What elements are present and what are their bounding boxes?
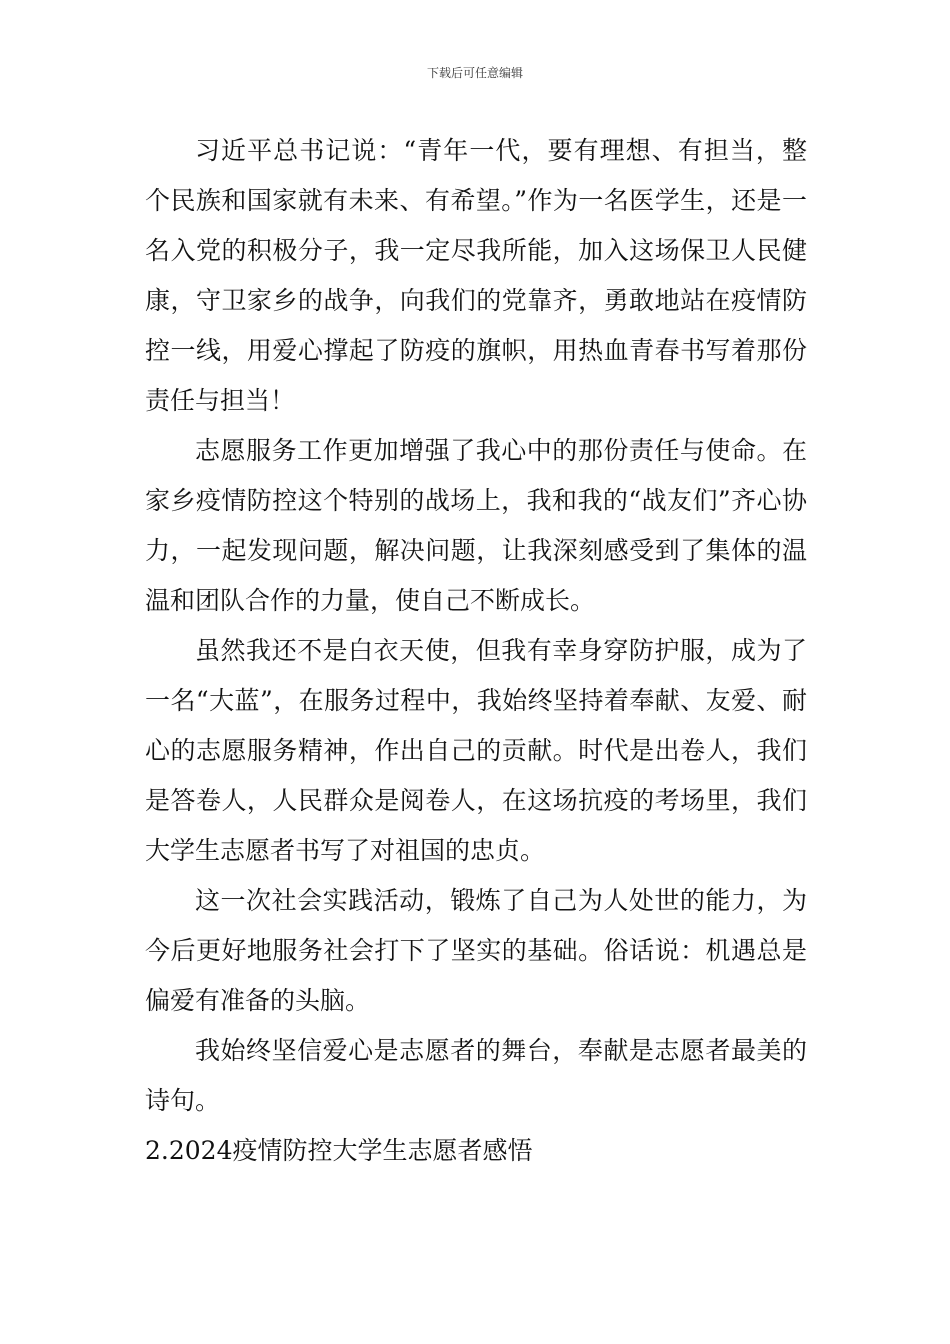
paragraph-3: 虽然我还不是白衣天使，但我有幸身穿防护服，成为了一名“大蓝”，在服务过程中，我始终坚持着奉献、友爱、耐心的志愿服务精神，作出自己的贡献。时代是出卷人，我们是答卷人，人民群众是阅卷人，在这场抗疫的考场里，我们大学生志愿者书写了对祖国的忠贞。	[145, 636, 807, 865]
document-body	[145, 126, 807, 1176]
paragraph-4: 这一次社会实践活动，锻炼了自己为人处世的能力，为今后更好地服务社会打下了坚实的基础。俗话说：机遇总是偏爱有准备的头脑。	[145, 886, 807, 1015]
paragraph-1: 习近平总书记说：“青年一代，要有理想、有担当，整个民族和国家就有未来、有希望。”作为一名医学生，还是一名入党的积极分子，我一定尽我所能，加入这场保卫人民健康，守卫家乡的战争，向我们的党靠齐，勇敢地站在疫情防控一线，用爱心撑起了防疫的旗帜，用热血青春书写着那份责任与担当！	[145, 136, 807, 415]
paragraph-5: 我始终坚信爱心是志愿者的舞台，奉献是志愿者最美的诗句。	[145, 1036, 807, 1115]
page-header: 下载后可任意编辑	[426, 66, 523, 80]
section-heading: 2.2024疫情防控大学生志愿者感悟	[145, 1136, 533, 1165]
paragraph-2: 志愿服务工作更加增强了我心中的那份责任与使命。在家乡疫情防控这个特别的战场上，我和我的“战友们”齐心协力，一起发现问题，解决问题，让我深刻感受到了集体的温温和团队合作的力量，使自己不断成长。	[145, 436, 807, 615]
